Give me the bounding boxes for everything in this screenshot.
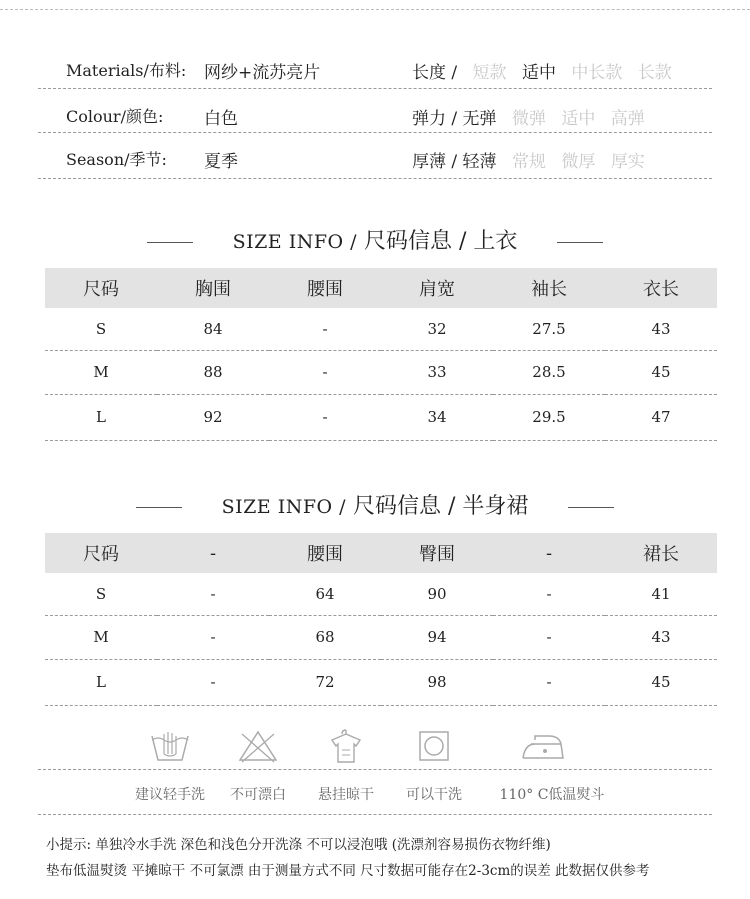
- divider: [38, 88, 712, 89]
- table-cell: 88: [157, 350, 269, 394]
- table-cell: 27.5: [493, 308, 605, 350]
- table-row: [45, 573, 717, 615]
- table-cell: 72: [269, 659, 381, 705]
- care-label-hand-wash: 建议轻手洗: [135, 787, 205, 803]
- elasticity-option-high: 高弹: [610, 109, 645, 129]
- length-attribute: [412, 58, 672, 83]
- table-cell: -: [493, 615, 605, 659]
- table-cell: S: [45, 308, 157, 350]
- table-cell: 90: [381, 573, 493, 615]
- table-cell: 45: [605, 350, 717, 394]
- table-row: [45, 659, 717, 705]
- dry-clean-icon: [410, 728, 458, 764]
- divider: [38, 178, 712, 179]
- colour-value: 白色: [204, 109, 238, 129]
- table-cell: 98: [381, 659, 493, 705]
- elasticity-option-medium: 适中: [561, 109, 596, 129]
- table-cell: 34: [381, 394, 493, 440]
- table-row: [45, 615, 717, 659]
- header-waist: 腰围: [269, 268, 381, 308]
- thickness-option-slightly-thick: 微厚: [561, 152, 596, 172]
- care-label-hang-dry: 悬挂晾干: [318, 787, 374, 803]
- no-bleach-icon: [234, 728, 282, 764]
- care-label-dry-clean: 可以干洗: [406, 787, 462, 803]
- table-cell: 43: [605, 308, 717, 350]
- info-row-season: [38, 147, 712, 177]
- length-label: 长度 /: [412, 63, 458, 83]
- table-cell: -: [157, 615, 269, 659]
- thickness-option-thick: 厚实: [610, 152, 645, 172]
- header-size: 尺码: [45, 268, 157, 308]
- header-skirt-length: 裙长: [605, 533, 717, 573]
- table-cell: 84: [157, 308, 269, 350]
- size-table-top: [45, 268, 717, 441]
- hang-dry-icon: [322, 728, 370, 764]
- elasticity-option-slight: 微弹: [511, 109, 546, 129]
- section-title-en: SIZE INFO /: [232, 231, 358, 253]
- header-size: 尺码: [45, 533, 157, 573]
- length-option-short: 短款: [472, 63, 507, 83]
- section-title-cn: 尺码信息 / 半身裙: [353, 494, 529, 519]
- table-cell: -: [157, 659, 269, 705]
- table-row: [45, 394, 717, 440]
- hand-wash-icon: [146, 728, 194, 764]
- header-length: 衣长: [605, 268, 717, 308]
- table-cell: 29.5: [493, 394, 605, 440]
- title-line-left: [147, 242, 193, 243]
- section-title-cn: 尺码信息 / 上衣: [364, 229, 518, 254]
- materials-value: 网纱+流苏亮片: [204, 63, 321, 83]
- table-cell: L: [45, 659, 157, 705]
- table-cell: 47: [605, 394, 717, 440]
- elasticity-label: 弹力 / 无弹: [412, 109, 497, 129]
- thickness-label: 厚薄 / 轻薄: [412, 152, 497, 172]
- table-cell: -: [269, 308, 381, 350]
- table-cell: 45: [605, 659, 717, 705]
- table-cell: 94: [381, 615, 493, 659]
- care-instructions: [0, 728, 750, 838]
- table-cell: 68: [269, 615, 381, 659]
- header-sleeve: 袖长: [493, 268, 605, 308]
- care-item-dry-clean: [379, 728, 489, 764]
- table-header-row: [45, 268, 717, 308]
- table-cell: S: [45, 573, 157, 615]
- divider: [38, 814, 712, 815]
- table-cell: L: [45, 394, 157, 440]
- thickness-attribute: [412, 147, 645, 172]
- thickness-option-regular: 常规: [511, 152, 546, 172]
- header-empty: -: [493, 533, 605, 573]
- table-row: [45, 308, 717, 350]
- table-cell: 33: [381, 350, 493, 394]
- care-item-low-iron: [488, 728, 598, 764]
- title-line-left: [136, 507, 182, 508]
- care-label-no-bleach: 不可漂白: [230, 787, 286, 803]
- top-divider: [0, 9, 750, 10]
- table-cell: -: [493, 659, 605, 705]
- table-cell: -: [269, 394, 381, 440]
- table-cell: -: [157, 573, 269, 615]
- table-cell: 28.5: [493, 350, 605, 394]
- header-waist: 腰围: [269, 533, 381, 573]
- section-title-top: [0, 224, 750, 255]
- length-option-regular: 适中: [521, 63, 556, 83]
- elasticity-attribute: [412, 104, 645, 129]
- title-line-right: [557, 242, 603, 243]
- length-option-long: 长款: [637, 63, 672, 83]
- table-header-row: [45, 533, 717, 573]
- section-title-en: SIZE INFO /: [221, 496, 347, 518]
- header-shoulder: 肩宽: [381, 268, 493, 308]
- table-cell: 32: [381, 308, 493, 350]
- care-label-low-iron: 110° C低温熨斗: [499, 787, 605, 803]
- table-cell: 92: [157, 394, 269, 440]
- table-cell: 43: [605, 615, 717, 659]
- section-title-skirt: [0, 489, 750, 520]
- info-row-materials: [38, 58, 712, 88]
- size-table-skirt: [45, 533, 717, 706]
- low-iron-icon: [517, 728, 569, 764]
- header-hip: 臀围: [381, 533, 493, 573]
- tips-line-2: 垫布低温熨烫 平摊晾干 不可氯漂 由于测量方式不同 尺寸数据可能存在2-3cm的误差 此数据仅供参考: [46, 863, 650, 879]
- table-cell: 64: [269, 573, 381, 615]
- table-cell: -: [269, 350, 381, 394]
- materials-label: Materials/布料:: [66, 61, 187, 80]
- table-cell: M: [45, 350, 157, 394]
- table-cell: M: [45, 615, 157, 659]
- header-chest: 胸围: [157, 268, 269, 308]
- season-value: 夏季: [204, 152, 238, 172]
- length-option-midlong: 中长款: [571, 63, 623, 83]
- info-row-colour: [38, 104, 712, 134]
- table-cell: -: [493, 573, 605, 615]
- season-label: Season/季节:: [66, 150, 167, 169]
- colour-label: Colour/颜色:: [66, 107, 164, 126]
- header-empty: -: [157, 533, 269, 573]
- divider: [38, 769, 712, 770]
- divider: [38, 132, 712, 133]
- table-row: [45, 350, 717, 394]
- tips-line-1: 小提示: 单独冷水手洗 深色和浅色分开洗涤 不可以浸泡哦 (洗漂剂容易损伤衣物纤维): [46, 837, 551, 853]
- title-line-right: [568, 507, 614, 508]
- table-cell: 41: [605, 573, 717, 615]
